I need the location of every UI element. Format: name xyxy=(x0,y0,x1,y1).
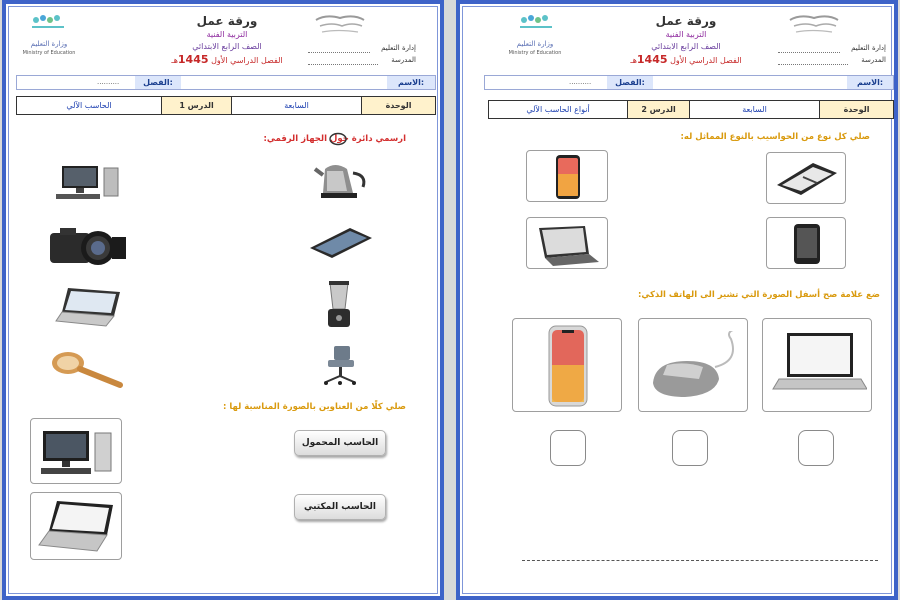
name-bar xyxy=(16,75,436,90)
checkbox-laptop[interactable] xyxy=(798,430,834,466)
unit-table xyxy=(16,96,436,115)
checkbox-mouse[interactable] xyxy=(672,430,708,466)
office-chair-image[interactable] xyxy=(320,344,360,386)
worksheet-title: ورقة عمل xyxy=(655,14,717,28)
instruction-circle-digital xyxy=(206,134,406,144)
match-image-smartphone[interactable] xyxy=(526,150,608,202)
unit-label: الوحدة xyxy=(819,101,893,118)
name-label: الاسم: xyxy=(847,76,893,89)
label-desktop-button[interactable]: الحاسب المكتبي xyxy=(294,494,386,520)
ministry-name-en: Ministry of Education xyxy=(22,50,76,56)
class-label: الفصل: xyxy=(135,76,181,89)
tablet-image xyxy=(773,159,841,199)
semester-prefix: الفصل الدراسي الأول xyxy=(670,56,742,65)
smartphone-image xyxy=(551,154,585,200)
class-value[interactable]: .......... xyxy=(97,78,120,86)
lesson-value: الحاسب الآلي xyxy=(66,101,112,110)
class-label: الفصل: xyxy=(607,76,653,89)
tablet-image xyxy=(533,224,603,266)
blender-image[interactable] xyxy=(322,281,356,329)
semester-suffix: هـ xyxy=(630,56,637,65)
instruction-match-labels: صلي كلًا من العناوين بالصورة المناسبة لها : xyxy=(222,402,406,412)
unit-label: الوحدة xyxy=(361,97,435,114)
ministry-name-en: Ministry of Education xyxy=(508,50,562,56)
worksheet-title: ورقة عمل xyxy=(196,14,258,28)
grade-name: الصف الرابع الابتدائي xyxy=(651,42,721,51)
match-image-tablet-pen[interactable] xyxy=(766,152,846,204)
match-image-phone[interactable] xyxy=(766,217,846,269)
unit-value: السابعة xyxy=(689,101,819,118)
lesson-label: الدرس 1 xyxy=(161,97,231,114)
choice-image-laptop[interactable] xyxy=(762,318,872,412)
desktop-computer-image xyxy=(39,427,117,479)
kettle-image[interactable] xyxy=(313,157,371,201)
class-value[interactable]: .......... xyxy=(569,78,592,86)
kingdom-emblem-icon xyxy=(786,12,842,38)
laptop-image xyxy=(37,497,119,557)
ministry-name: وزارة التعليم xyxy=(30,40,68,48)
ministry-logo-icon xyxy=(516,14,556,36)
hairbrush-image[interactable] xyxy=(50,349,124,391)
computer-mouse-image xyxy=(645,331,743,405)
match-image-desktop[interactable] xyxy=(30,418,122,484)
choice-image-mouse[interactable] xyxy=(638,318,748,412)
school-dotted-line xyxy=(778,64,848,65)
checkbox-smartphone[interactable] xyxy=(550,430,586,466)
worksheet-right xyxy=(456,0,898,600)
worksheet-left xyxy=(2,0,444,600)
tablet-image[interactable] xyxy=(306,226,376,260)
school-dotted-line xyxy=(308,64,378,65)
name-bar xyxy=(484,75,894,90)
match-image-tablet-stand[interactable] xyxy=(526,217,608,269)
answer-line[interactable] xyxy=(522,560,878,561)
desktop-computer-image[interactable] xyxy=(54,164,124,202)
instruction-check-smartphone: ضع علامة صح أسفل الصورة التي تشير الى الهاتف الذكي: xyxy=(637,290,880,300)
school-label: المدرسة xyxy=(391,56,416,64)
ministry-logo-icon xyxy=(28,14,68,36)
page-gap xyxy=(448,0,454,600)
semester-line xyxy=(162,53,292,66)
admin-label: إدارة التعليم xyxy=(851,44,886,52)
ministry-name: وزارة التعليم xyxy=(516,40,554,48)
smartphone-image xyxy=(791,223,823,265)
semester-line xyxy=(621,53,751,66)
camera-image[interactable] xyxy=(46,225,130,269)
subject-name: التربية الفنية xyxy=(206,30,248,39)
lesson-value: أنواع الحاسب الآلي xyxy=(526,105,590,114)
match-image-laptop[interactable] xyxy=(30,492,122,560)
grade-name: الصف الرابع الابتدائي xyxy=(192,42,262,51)
semester-year: 1445 xyxy=(636,53,668,66)
subject-name: التربية الفنية xyxy=(665,30,707,39)
semester-year: 1445 xyxy=(177,53,209,66)
name-label: الاسم: xyxy=(387,76,435,89)
admin-dotted-line xyxy=(778,52,840,53)
unit-table xyxy=(488,100,894,119)
laptop-image[interactable] xyxy=(54,284,124,328)
unit-value: السابعة xyxy=(231,97,361,114)
smartphone-image xyxy=(545,325,591,407)
lesson-label: الدرس 2 xyxy=(627,101,689,118)
label-laptop-button[interactable]: الحاسب المحمول xyxy=(294,430,386,456)
admin-dotted-line xyxy=(308,52,370,53)
semester-suffix: هـ xyxy=(171,56,178,65)
kingdom-emblem-icon xyxy=(312,12,368,38)
school-label: المدرسة xyxy=(861,56,886,64)
instruction-1-text: ارسمي دائرة حول الجهاز الرقمي: xyxy=(263,134,406,144)
semester-prefix: الفصل الدراسي الأول xyxy=(211,56,283,65)
instruction-match-types: صلي كل نوع من الحواسيب بالنوع المماثل له: xyxy=(680,132,870,142)
choice-image-smartphone[interactable] xyxy=(512,318,622,412)
circle-symbol-icon xyxy=(328,132,348,146)
admin-label: إدارة التعليم xyxy=(381,44,416,52)
laptop-image xyxy=(769,331,867,403)
